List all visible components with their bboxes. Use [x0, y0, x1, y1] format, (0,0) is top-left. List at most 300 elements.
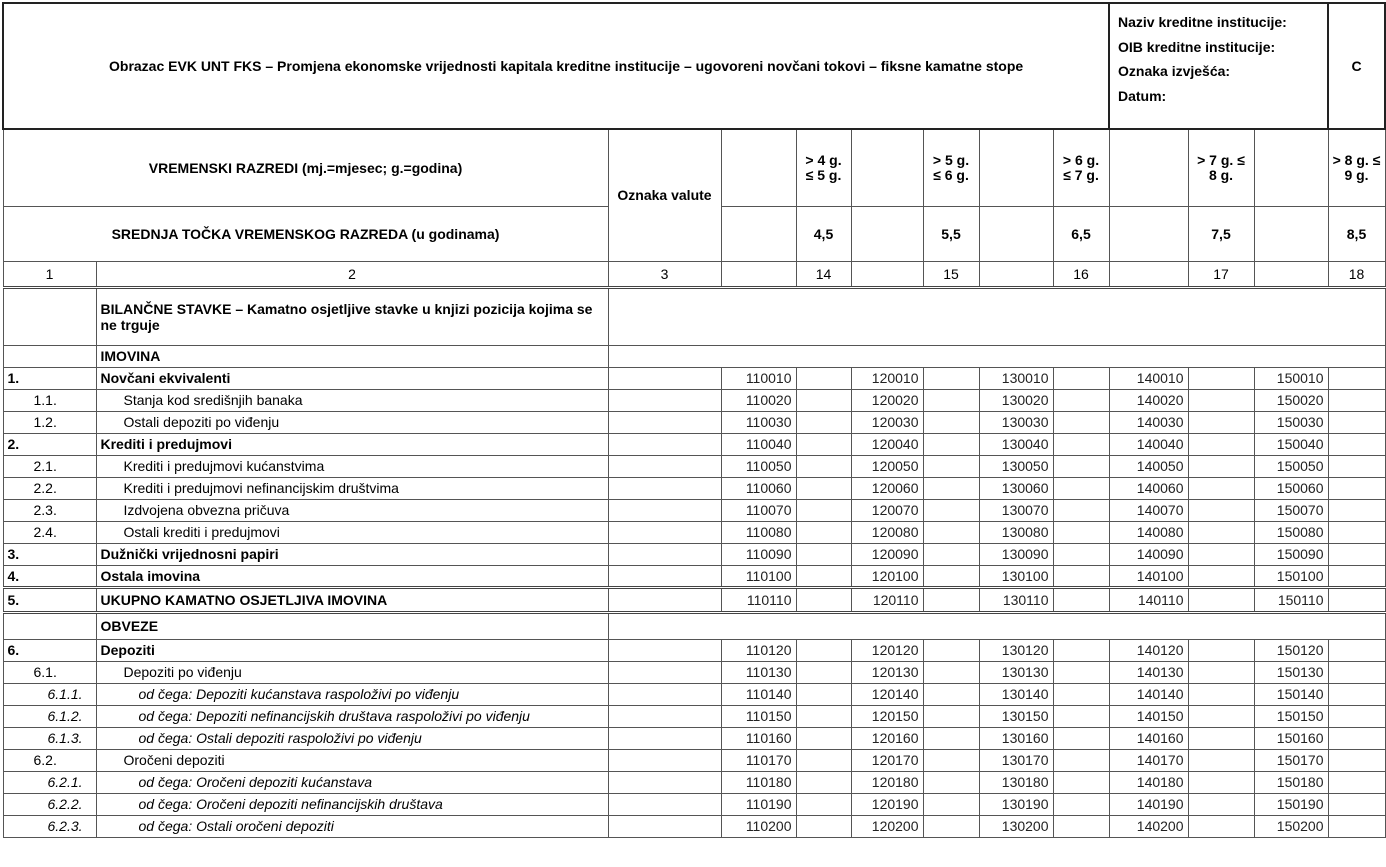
info-name: Naziv kreditne institucije:: [1118, 14, 1287, 30]
row-code: 150060: [1254, 477, 1328, 499]
row-code: 110160: [721, 727, 796, 749]
section-assets: IMOVINA: [96, 345, 608, 367]
row-code: 110080: [721, 521, 796, 543]
currency-cell[interactable]: [608, 477, 721, 499]
value-cell[interactable]: [1188, 727, 1254, 749]
row-code: 140110: [1109, 587, 1188, 612]
info-oib: OIB kreditne institucije:: [1118, 38, 1276, 55]
empty-cell: [1109, 206, 1188, 261]
row-code: 120090: [851, 543, 923, 565]
row-code: 110070: [721, 499, 796, 521]
value-cell[interactable]: [1053, 499, 1109, 521]
value-cell[interactable]: [1053, 793, 1109, 815]
row-label: Ostali depoziti po viđenju: [96, 411, 608, 433]
empty-cell: [1109, 129, 1188, 206]
empty-cell: [851, 206, 923, 261]
row-code: 120150: [851, 705, 923, 727]
value-cell[interactable]: [1328, 543, 1385, 565]
table-row: [3, 521, 1385, 543]
currency-cell[interactable]: [608, 793, 721, 815]
row-code: 110010: [721, 367, 796, 389]
currency-cell[interactable]: [608, 543, 721, 565]
row-code: 110130: [721, 661, 796, 683]
value-cell[interactable]: [1053, 587, 1109, 612]
row-code: 150030: [1254, 411, 1328, 433]
col-num-2: 2: [96, 261, 608, 287]
currency-cell[interactable]: [608, 499, 721, 521]
value-cell[interactable]: [1053, 749, 1109, 771]
row-number: 6.2.: [3, 749, 96, 771]
empty-cell: [721, 206, 796, 261]
currency-label: Oznaka valute: [608, 129, 721, 261]
value-cell[interactable]: [923, 389, 979, 411]
value-cell[interactable]: [923, 455, 979, 477]
value-cell[interactable]: [1328, 433, 1385, 455]
value-cell[interactable]: [1188, 367, 1254, 389]
empty-cell: [979, 129, 1053, 206]
corner-label: C: [1328, 3, 1385, 129]
value-cell[interactable]: [923, 433, 979, 455]
table-row: [3, 543, 1385, 565]
value-cell[interactable]: [796, 727, 851, 749]
row-code: 140100: [1109, 565, 1188, 587]
row-code: 140030: [1109, 411, 1188, 433]
table-row: [3, 389, 1385, 411]
empty-cell: [608, 287, 1385, 345]
empty-cell: [1109, 261, 1188, 287]
row-label: Dužnički vrijednosni papiri: [96, 543, 608, 565]
table-row: [3, 433, 1385, 455]
value-cell[interactable]: [1328, 521, 1385, 543]
row-code: 140010: [1109, 367, 1188, 389]
value-cell[interactable]: [923, 499, 979, 521]
bucket-midpoint: 5,5: [923, 206, 979, 261]
value-cell[interactable]: [1188, 565, 1254, 587]
row-number: 6.1.1.: [3, 683, 96, 705]
value-cell[interactable]: [923, 477, 979, 499]
row-code: 110030: [721, 411, 796, 433]
row-code: 140150: [1109, 705, 1188, 727]
currency-cell[interactable]: [608, 433, 721, 455]
row-code: 140050: [1109, 455, 1188, 477]
row-code: 140080: [1109, 521, 1188, 543]
row-code: 120030: [851, 411, 923, 433]
midpoint-label: SREDNJA TOČKA VREMENSKOG RAZREDA (u godinama): [3, 206, 608, 261]
value-cell[interactable]: [1328, 705, 1385, 727]
value-cell[interactable]: [1053, 661, 1109, 683]
value-cell[interactable]: [923, 411, 979, 433]
value-cell[interactable]: [1188, 793, 1254, 815]
value-cell[interactable]: [923, 639, 979, 661]
value-cell[interactable]: [796, 639, 851, 661]
row-code: 140180: [1109, 771, 1188, 793]
value-cell[interactable]: [923, 793, 979, 815]
bucket-number: 18: [1328, 261, 1385, 287]
value-cell[interactable]: [1188, 639, 1254, 661]
row-label: Ostali krediti i predujmovi: [96, 521, 608, 543]
row-code: 130040: [979, 433, 1053, 455]
table-row: [3, 771, 1385, 793]
table-row: [3, 639, 1385, 661]
currency-cell[interactable]: [608, 661, 721, 683]
row-code: 150190: [1254, 793, 1328, 815]
currency-cell[interactable]: [608, 587, 721, 612]
row-label: od čega: Oročeni depoziti kućanstava: [96, 771, 608, 793]
row-code: 150140: [1254, 683, 1328, 705]
value-cell[interactable]: [1053, 815, 1109, 837]
value-cell[interactable]: [796, 815, 851, 837]
currency-cell[interactable]: [608, 705, 721, 727]
value-cell[interactable]: [1053, 543, 1109, 565]
empty-cell: [979, 261, 1053, 287]
value-cell[interactable]: [1328, 477, 1385, 499]
value-cell[interactable]: [1328, 587, 1385, 612]
table-row: [3, 587, 1385, 612]
row-label: od čega: Depoziti kućanstava raspoloživi po viđenju: [96, 683, 608, 705]
value-cell[interactable]: [796, 499, 851, 521]
currency-cell[interactable]: [608, 771, 721, 793]
row-number: 6.1.: [3, 661, 96, 683]
row-code: 120050: [851, 455, 923, 477]
empty-cell: [979, 206, 1053, 261]
table-row: [3, 793, 1385, 815]
value-cell[interactable]: [796, 521, 851, 543]
currency-cell[interactable]: [608, 411, 721, 433]
row-code: 130130: [979, 661, 1053, 683]
value-cell[interactable]: [923, 705, 979, 727]
row-number: 6.1.3.: [3, 727, 96, 749]
value-cell[interactable]: [1328, 639, 1385, 661]
info-date: Datum:: [1118, 87, 1167, 104]
value-cell[interactable]: [1328, 455, 1385, 477]
value-cell[interactable]: [1053, 771, 1109, 793]
table-row: [3, 815, 1385, 837]
value-cell[interactable]: [796, 455, 851, 477]
value-cell[interactable]: [1188, 433, 1254, 455]
row-code: 120120: [851, 639, 923, 661]
value-cell[interactable]: [1188, 661, 1254, 683]
row-code: 110020: [721, 389, 796, 411]
empty-cell: [851, 129, 923, 206]
row-label: Ostala imovina: [96, 565, 608, 587]
table-row: [3, 477, 1385, 499]
row-code: 130090: [979, 543, 1053, 565]
row-label: Oročeni depoziti: [96, 749, 608, 771]
value-cell[interactable]: [1328, 793, 1385, 815]
row-label: od čega: Ostali depoziti raspoloživi po viđenju: [96, 727, 608, 749]
row-code: 120160: [851, 727, 923, 749]
value-cell[interactable]: [1053, 389, 1109, 411]
row-code: 140060: [1109, 477, 1188, 499]
row-code: 110060: [721, 477, 796, 499]
row-code: 150150: [1254, 705, 1328, 727]
value-cell[interactable]: [1053, 639, 1109, 661]
row-code: 130160: [979, 727, 1053, 749]
currency-cell[interactable]: [608, 683, 721, 705]
row-code: 110190: [721, 793, 796, 815]
value-cell[interactable]: [1328, 565, 1385, 587]
table-row: [3, 565, 1385, 587]
currency-cell[interactable]: [608, 749, 721, 771]
empty-cell: [721, 261, 796, 287]
value-cell[interactable]: [1328, 411, 1385, 433]
row-number: 6.: [3, 639, 96, 661]
value-cell[interactable]: [1188, 455, 1254, 477]
row-code: 150180: [1254, 771, 1328, 793]
bucket-midpoint: 4,5: [796, 206, 851, 261]
value-cell[interactable]: [1188, 587, 1254, 612]
row-code: 140170: [1109, 749, 1188, 771]
row-code: 140140: [1109, 683, 1188, 705]
value-cell[interactable]: [1053, 727, 1109, 749]
bucket-number: 17: [1188, 261, 1254, 287]
value-cell[interactable]: [796, 477, 851, 499]
value-cell[interactable]: [1053, 565, 1109, 587]
col-num-1: 1: [3, 261, 96, 287]
row-code: 130200: [979, 815, 1053, 837]
row-number: [3, 612, 96, 639]
value-cell[interactable]: [1328, 749, 1385, 771]
bucket-range: > 4 g. ≤ 5 g.: [796, 129, 851, 206]
row-code: 120140: [851, 683, 923, 705]
value-cell[interactable]: [1053, 367, 1109, 389]
empty-cell: [3, 345, 96, 367]
value-cell[interactable]: [796, 389, 851, 411]
value-cell[interactable]: [796, 543, 851, 565]
bucket-number: 14: [796, 261, 851, 287]
row-code: 130030: [979, 411, 1053, 433]
bucket-range: > 6 g. ≤ 7 g.: [1053, 129, 1109, 206]
value-cell[interactable]: [1053, 477, 1109, 499]
value-cell[interactable]: [1188, 477, 1254, 499]
value-cell[interactable]: [1188, 771, 1254, 793]
value-cell[interactable]: [1053, 455, 1109, 477]
table-row: [3, 455, 1385, 477]
value-cell[interactable]: [1188, 411, 1254, 433]
row-number: 6.2.2.: [3, 793, 96, 815]
row-code: 110100: [721, 565, 796, 587]
value-cell[interactable]: [1053, 705, 1109, 727]
evk-form-table: [2, 2, 1386, 838]
value-cell[interactable]: [1188, 705, 1254, 727]
empty-cell: [608, 612, 1385, 639]
row-number: 1.: [3, 367, 96, 389]
value-cell[interactable]: [796, 683, 851, 705]
row-number: 1.2.: [3, 411, 96, 433]
value-cell[interactable]: [796, 565, 851, 587]
row-code: 120020: [851, 389, 923, 411]
row-number: 2.2.: [3, 477, 96, 499]
row-code: 150200: [1254, 815, 1328, 837]
value-cell[interactable]: [1328, 683, 1385, 705]
value-cell[interactable]: [923, 815, 979, 837]
value-cell[interactable]: [923, 521, 979, 543]
row-code: 130110: [979, 587, 1053, 612]
value-cell[interactable]: [796, 367, 851, 389]
value-cell[interactable]: [1328, 815, 1385, 837]
row-code: 150170: [1254, 749, 1328, 771]
value-cell[interactable]: [796, 793, 851, 815]
row-code: 110040: [721, 433, 796, 455]
value-cell[interactable]: [1328, 727, 1385, 749]
row-code: 130120: [979, 639, 1053, 661]
value-cell[interactable]: [796, 749, 851, 771]
row-code: 120170: [851, 749, 923, 771]
table-row: [3, 612, 1385, 639]
value-cell[interactable]: [923, 587, 979, 612]
value-cell[interactable]: [1053, 433, 1109, 455]
value-cell[interactable]: [923, 367, 979, 389]
row-number: 6.2.1.: [3, 771, 96, 793]
row-code: 140200: [1109, 815, 1188, 837]
value-cell[interactable]: [1188, 499, 1254, 521]
value-cell[interactable]: [796, 411, 851, 433]
row-code: 110050: [721, 455, 796, 477]
value-cell[interactable]: [923, 727, 979, 749]
row-code: 120070: [851, 499, 923, 521]
currency-cell[interactable]: [608, 815, 721, 837]
bucket-midpoint: 6,5: [1053, 206, 1109, 261]
value-cell[interactable]: [1328, 389, 1385, 411]
row-code: 120130: [851, 661, 923, 683]
value-cell[interactable]: [923, 543, 979, 565]
value-cell[interactable]: [1328, 499, 1385, 521]
currency-cell[interactable]: [608, 367, 721, 389]
row-label: UKUPNO KAMATNO OSJETLJIVA IMOVINA: [96, 587, 608, 612]
row-code: 140040: [1109, 433, 1188, 455]
currency-cell[interactable]: [608, 521, 721, 543]
col-num-3: 3: [608, 261, 721, 287]
row-number: 6.2.3.: [3, 815, 96, 837]
currency-cell[interactable]: [608, 639, 721, 661]
row-number: 3.: [3, 543, 96, 565]
row-code: 110120: [721, 639, 796, 661]
form-title: Obrazac EVK UNT FKS – Promjena ekonomske vrijednosti kapitala kreditne institucije – ugovoreni novčani tokovi – fiksne kamatne stope: [3, 3, 1109, 129]
row-code: 130020: [979, 389, 1053, 411]
row-code: 150120: [1254, 639, 1328, 661]
value-cell[interactable]: [1053, 683, 1109, 705]
value-cell[interactable]: [1328, 367, 1385, 389]
row-code: 120100: [851, 565, 923, 587]
value-cell[interactable]: [1188, 521, 1254, 543]
row-code: 150090: [1254, 543, 1328, 565]
row-code: 120040: [851, 433, 923, 455]
value-cell[interactable]: [923, 565, 979, 587]
row-code: 120190: [851, 793, 923, 815]
row-code: 150050: [1254, 455, 1328, 477]
currency-cell[interactable]: [608, 565, 721, 587]
currency-cell[interactable]: [608, 389, 721, 411]
bucket-midpoint: 8,5: [1328, 206, 1385, 261]
value-cell[interactable]: [1053, 411, 1109, 433]
empty-cell: [608, 345, 1385, 367]
row-label: od čega: Oročeni depoziti nefinancijskih društava: [96, 793, 608, 815]
row-label: OBVEZE: [96, 612, 608, 639]
value-cell[interactable]: [1188, 815, 1254, 837]
row-label: Depoziti: [96, 639, 608, 661]
row-number: 2.4.: [3, 521, 96, 543]
row-label: Stanja kod središnjih banaka: [96, 389, 608, 411]
row-code: 120200: [851, 815, 923, 837]
bucket-range: > 5 g. ≤ 6 g.: [923, 129, 979, 206]
row-code: 140190: [1109, 793, 1188, 815]
empty-cell: [721, 129, 796, 206]
table-row: [3, 661, 1385, 683]
row-code: 140120: [1109, 639, 1188, 661]
row-code: 150070: [1254, 499, 1328, 521]
value-cell[interactable]: [796, 587, 851, 612]
row-code: 130060: [979, 477, 1053, 499]
value-cell[interactable]: [1328, 661, 1385, 683]
bucket-number: 15: [923, 261, 979, 287]
value-cell[interactable]: [1188, 389, 1254, 411]
table-row: [3, 705, 1385, 727]
currency-cell[interactable]: [608, 727, 721, 749]
value-cell[interactable]: [1188, 683, 1254, 705]
row-number: 6.1.2.: [3, 705, 96, 727]
empty-cell: [851, 261, 923, 287]
row-code: 150100: [1254, 565, 1328, 587]
value-cell[interactable]: [1188, 543, 1254, 565]
row-code: 110180: [721, 771, 796, 793]
bucket-midpoint: 7,5: [1188, 206, 1254, 261]
empty-cell: [1254, 129, 1328, 206]
row-code: 110110: [721, 587, 796, 612]
row-code: 150110: [1254, 587, 1328, 612]
row-code: 110170: [721, 749, 796, 771]
row-code: 120010: [851, 367, 923, 389]
bucket-range: > 7 g. ≤ 8 g.: [1188, 129, 1254, 206]
row-code: 150080: [1254, 521, 1328, 543]
row-label: Depoziti po viđenju: [96, 661, 608, 683]
row-code: 120180: [851, 771, 923, 793]
row-code: 110090: [721, 543, 796, 565]
value-cell[interactable]: [923, 749, 979, 771]
value-cell[interactable]: [923, 771, 979, 793]
value-cell[interactable]: [796, 705, 851, 727]
institution-info: [1109, 3, 1328, 129]
row-code: 130070: [979, 499, 1053, 521]
row-code: 120080: [851, 521, 923, 543]
row-code: 110200: [721, 815, 796, 837]
row-label: Krediti i predujmovi: [96, 433, 608, 455]
row-code: 130180: [979, 771, 1053, 793]
row-code: 150040: [1254, 433, 1328, 455]
value-cell[interactable]: [1188, 749, 1254, 771]
currency-cell[interactable]: [608, 455, 721, 477]
row-code: 120110: [851, 587, 923, 612]
row-label: Krediti i predujmovi nefinancijskim društvima: [96, 477, 608, 499]
row-number: 2.: [3, 433, 96, 455]
value-cell[interactable]: [923, 661, 979, 683]
value-cell[interactable]: [1328, 771, 1385, 793]
empty-cell: [1254, 206, 1328, 261]
table-row: [3, 411, 1385, 433]
row-label: Izdvojena obvezna pričuva: [96, 499, 608, 521]
row-code: 140070: [1109, 499, 1188, 521]
empty-cell: [3, 287, 96, 345]
value-cell[interactable]: [796, 771, 851, 793]
value-cell[interactable]: [923, 683, 979, 705]
row-code: 150130: [1254, 661, 1328, 683]
value-cell[interactable]: [796, 433, 851, 455]
row-code: 150020: [1254, 389, 1328, 411]
value-cell[interactable]: [1053, 521, 1109, 543]
section-balance: BILANČNE STAVKE – Kamatno osjetljive stavke u knjizi pozicija kojima se ne trguje: [96, 287, 608, 345]
table-row: [3, 499, 1385, 521]
row-code: 130010: [979, 367, 1053, 389]
value-cell[interactable]: [796, 661, 851, 683]
